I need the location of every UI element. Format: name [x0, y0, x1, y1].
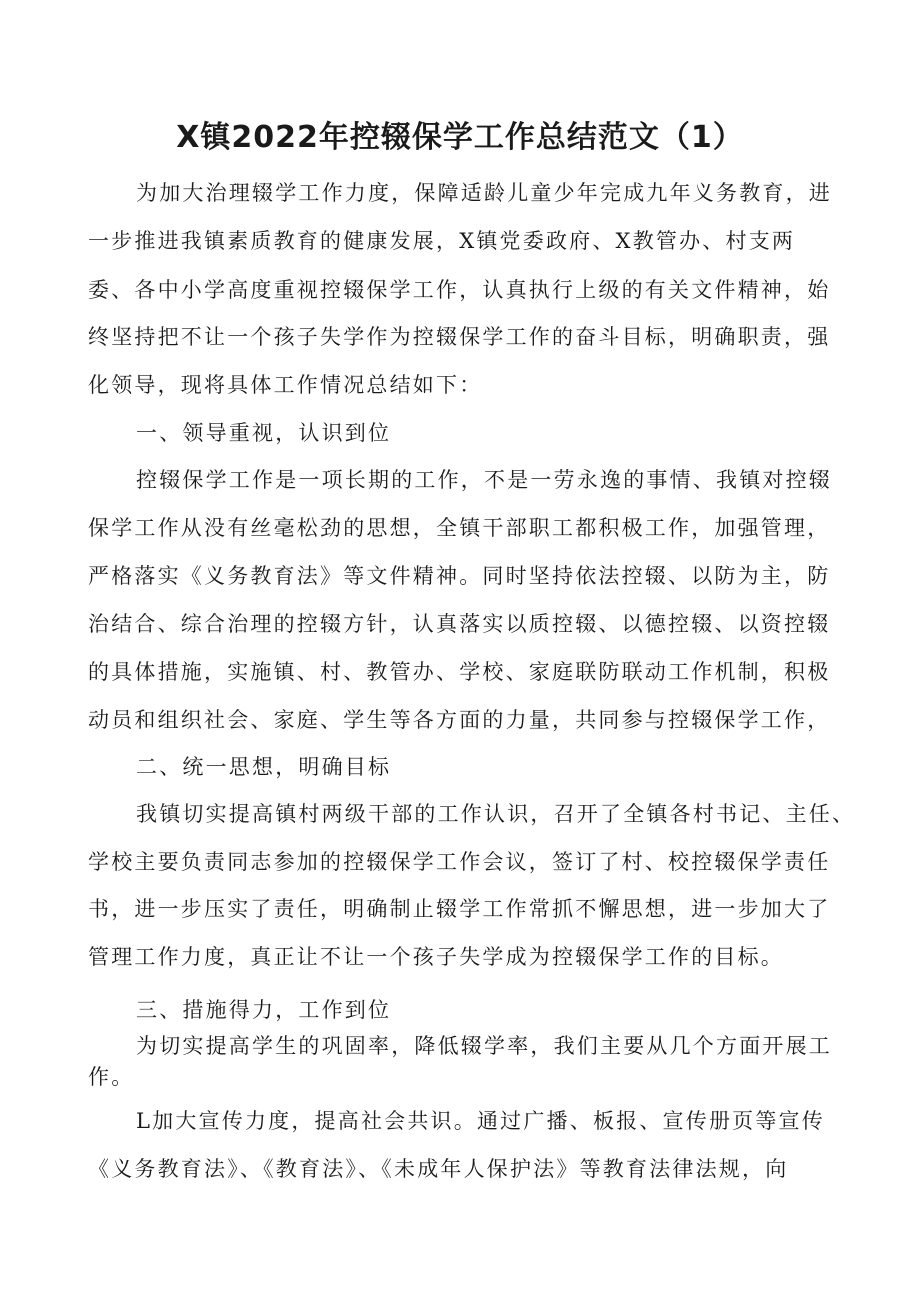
paragraph-line: 控辍保学工作是一项长期的工作，不是一劳永逸的事情、我镇对控辍 — [136, 468, 832, 492]
paragraph-line: 保学工作从没有丝毫松劲的思想，全镇干部职工都积极工作，加强管理， — [88, 516, 831, 540]
paragraph-line: 化领导，现将具体工作情况总结如下： — [88, 373, 483, 397]
document-title: X镇2022年控辍保学工作总结范文（1） — [176, 120, 744, 155]
paragraph-line: 我镇切实提高镇村两级干部的工作认识，召开了全镇各村书记、主任、 — [136, 802, 856, 826]
paragraph-line: 严格落实《义务教育法》等文件精神。同时坚持依法控辍、以防为主，防 — [88, 564, 831, 588]
paragraph-line: 书，进一步压实了责任，明确制止辍学工作常抓不懈思想，进一步加大了 — [88, 897, 831, 921]
paragraph-line: 学校主要负责同志参加的控辍保学工作会议，签订了村、校控辍保学责任 — [88, 850, 831, 874]
section-heading: 二、统一思想，明确目标 — [136, 755, 392, 779]
paragraph-line: 的具体措施，实施镇、村、教管办、学校、家庭联防联动工作机制，积极 — [88, 660, 831, 684]
paragraph-line: 一步推进我镇素质教育的健康发展，X镇党委政府、X教管办、村支两 — [88, 229, 796, 253]
paragraph-line: 为切实提高学生的巩固率，降低辍学率，我们主要从几个方面开展工 — [136, 1034, 832, 1058]
paragraph-line: 管理工作力度，真正让不让一个孩子失学成为控辍保学工作的目标。 — [88, 945, 784, 969]
paragraph-line: L加大宣传力度，提高社会共识。通过广播、板报、宣传册页等宣传 — [136, 1109, 825, 1133]
paragraph-line: 委、各中小学高度重视控辍保学工作，认真执行上级的有关文件精神，始 — [88, 278, 831, 302]
section-heading: 一、领导重视，认识到位 — [136, 421, 392, 445]
paragraph-line: 治结合、综合治理的控辍方针，认真落实以质控辍、以德控辍、以资控辍 — [88, 612, 831, 636]
paragraph-line: 终坚持把不让一个孩子失学作为控辍保学工作的奋斗目标，明确职责，强 — [88, 325, 831, 349]
paragraph-line: 为加大治理辍学工作力度，保障适龄儿童少年完成九年义务教育，进 — [136, 181, 832, 205]
paragraph-line: 《义务教育法》、《教育法》、《未成年人保护法》等教育法律法规，向 — [88, 1157, 789, 1181]
paragraph-line: 作。 — [88, 1065, 135, 1089]
section-heading: 三、措施得力，工作到位 — [136, 998, 392, 1022]
paragraph-line: 动员和组织社会、家庭、学生等各方面的力量，共同参与控辍保学工作， — [88, 708, 831, 732]
